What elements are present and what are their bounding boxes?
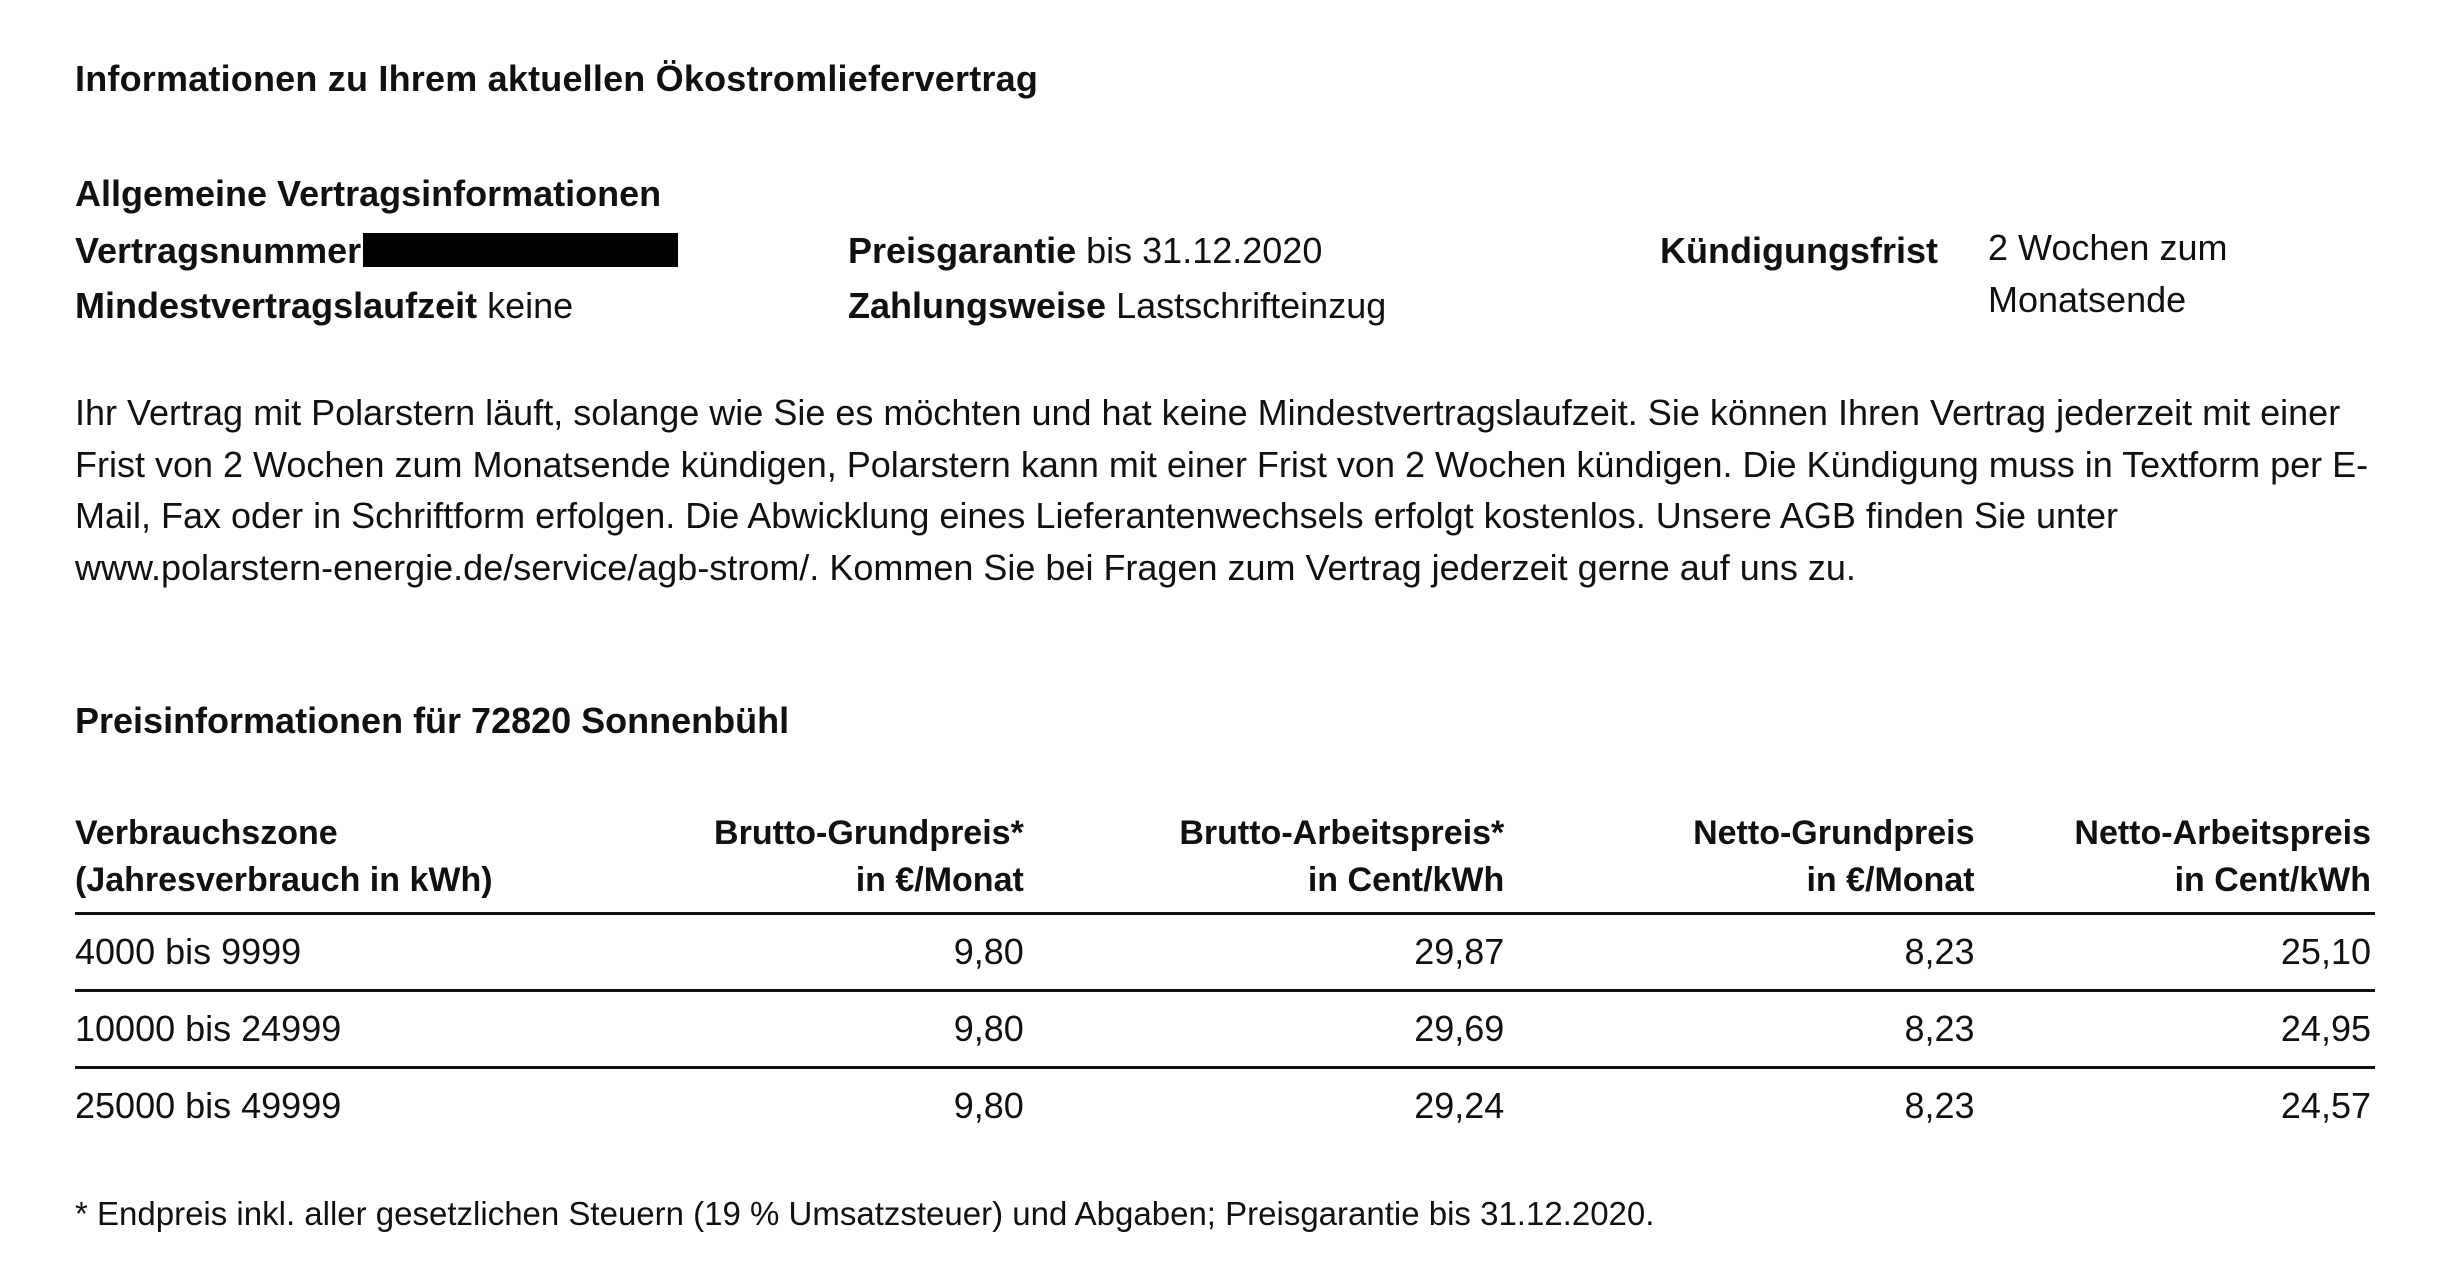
table-cell: 8,23 [1508, 914, 1978, 991]
contract-number-label: Vertragsnummer [75, 230, 362, 271]
price-info-heading: Preisinformationen für 72820 Sonnenbühl [75, 700, 790, 741]
table-cell: 10000 bis 24999 [75, 991, 582, 1068]
min-term-value: keine [487, 285, 574, 326]
table-cell: 24,57 [2280, 1085, 2371, 1126]
payment-method-label: Zahlungsweise [848, 285, 1107, 326]
price-guarantee-value: bis 31.12.2020 [1086, 230, 1323, 271]
notice-period-label: Kündigungsfrist [1660, 230, 1938, 271]
price-guarantee-row [848, 230, 1322, 272]
table-cell: 25000 bis 49999 [75, 1085, 342, 1126]
payment-method-value: Lastschrifteinzug [1116, 285, 1387, 326]
table-cell: 24,95 [1979, 991, 2375, 1068]
price-table [75, 810, 2375, 1143]
table-cell: 8,23 [1904, 1085, 1975, 1126]
redaction-bar [363, 233, 678, 267]
table-cell: 9,80 [582, 914, 1028, 991]
min-term-label: Mindestvertragslaufzeit [75, 285, 478, 326]
table-cell: 29,24 [1414, 1085, 1505, 1126]
column-header-net-energy-price: Netto-Arbeitspreis in Cent/kWh [1979, 810, 2375, 914]
price-table-header [75, 810, 2375, 914]
table-cell: 25,10 [1979, 914, 2375, 991]
table-cell: 29,87 [1028, 914, 1508, 991]
notice-period-value: 2 Wochen zum Monatsende [1988, 227, 2228, 320]
column-header-consumption-zone: Verbrauchszone (Jahresverbrauch in kWh) [75, 810, 582, 914]
contract-terms-paragraph: Ihr Vertrag mit Polarstern läuft, solange wie Sie es möchten und hat keine Mindestvertragslaufzeit. Sie können Ihren Vertrag jederzeit mit einer Frist von 2 Wochen zum Monatsende kündigen, Polarstern kann mit einer Frist von 2 Wochen kündigen. Die Kündigung muss in Textform per E-Mail, Fax oder in Schriftform erfolgen. Die Abwicklung eines Lieferantenwechsels erfolgt kostenlos. Unsere AGB finden Sie unter www.polarstern-energie.de/service/agb-strom/. Kommen Sie bei Fragen zum Vertrag jederzeit gerne auf uns zu. [75, 392, 2369, 588]
general-info-heading: Allgemeine Vertragsinformationen [75, 173, 662, 214]
column-header-gross-energy-price: Brutto-Arbeitspreis* in Cent/kWh [1028, 810, 1508, 914]
table-row [75, 991, 2375, 1068]
column-header-gross-base-price: Brutto-Grundpreis* in €/Monat [582, 810, 1028, 914]
table-row [75, 914, 2375, 991]
table-cell: 8,23 [1508, 991, 1978, 1068]
table-cell: 9,80 [953, 1085, 1024, 1126]
min-term-row [75, 285, 573, 327]
column-header-net-base-price: Netto-Grundpreis in €/Monat [1508, 810, 1978, 914]
table-cell: 9,80 [582, 991, 1028, 1068]
page-title: Informationen zu Ihrem aktuellen Ökostromliefervertrag [75, 58, 1039, 99]
table-cell: 29,69 [1028, 991, 1508, 1068]
payment-method-row [848, 285, 1386, 327]
price-guarantee-label: Preisgarantie [848, 230, 1077, 271]
contract-number-row [75, 230, 678, 272]
table-row [75, 1068, 2375, 1144]
footnote: * Endpreis inkl. aller gesetzlichen Steuern (19 % Umsatzsteuer) und Abgaben; Preisgarantie bis 31.12.2020. [75, 1195, 1655, 1232]
table-cell: 4000 bis 9999 [75, 914, 582, 991]
